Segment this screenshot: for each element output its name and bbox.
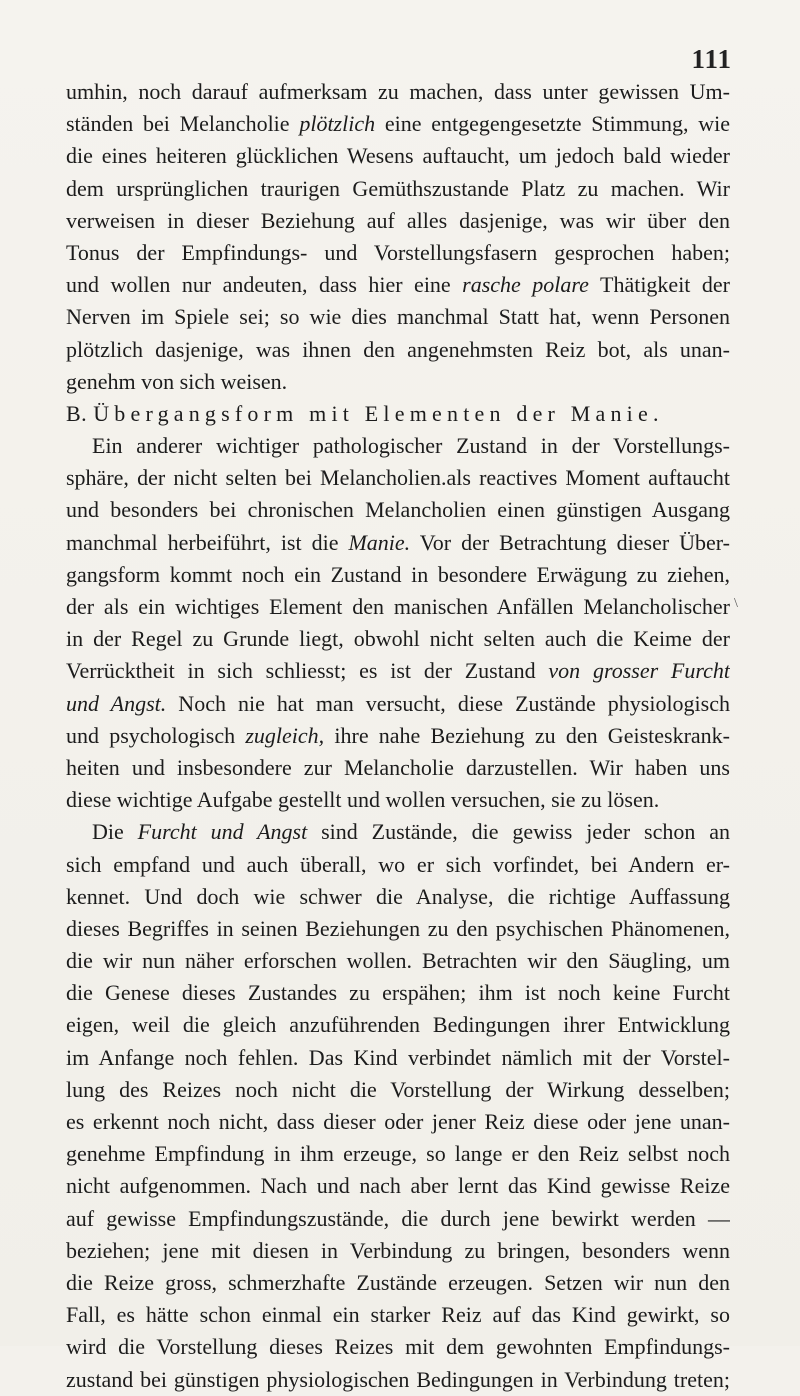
text-segment: Thätigkeit der — [588, 272, 730, 298]
text-segment: heiten und insbesondere zur Melancholie darzustellen. Wir haben uns — [66, 754, 730, 780]
text-line — [66, 301, 730, 333]
text-line — [66, 527, 730, 559]
text-segment: wird die Vorstellung dieses Reizes mit dem gewohnten Empfindungs- — [66, 1334, 730, 1360]
text-segment: diese wichtige Aufgabe gestellt und wollen versuchen, sie zu lösen. — [66, 787, 660, 813]
text-line — [66, 1170, 730, 1202]
section-heading — [66, 398, 730, 430]
text-segment: sphäre, der nicht selten bei Melancholien.als reactives Moment auftaucht — [66, 465, 730, 491]
emphasized-text: plötzlich — [299, 111, 376, 137]
page-number: 111 — [691, 44, 732, 74]
text-segment: Vor der Betrachtung dieser Über- — [410, 529, 730, 555]
text-segment: und psychologisch — [66, 722, 246, 748]
text-line — [66, 1138, 730, 1170]
text-line — [66, 205, 730, 237]
text-segment: Noch nie hat man versucht, diese Zustände physiologisch — [166, 690, 730, 716]
text-segment: dem ursprünglichen traurigen Gemüthszustande Platz zu machen. Wir — [66, 175, 730, 201]
text-segment: die Genese dieses Zustandes zu erspähen; ihm ist noch keine Furcht — [66, 980, 730, 1006]
text-segment: die wir nun näher erforschen wollen. Betrachten wir den Säugling, um — [66, 948, 730, 974]
text-segment: umhin, noch darauf aufmerksam zu machen, dass unter gewissen Um- — [66, 79, 730, 104]
text-segment: plötzlich dasjenige, was ihnen den angenehmsten Reiz bot, als unan- — [66, 336, 730, 362]
text-segment: gangsform kommt noch ein Zustand in besondere Erwägung zu ziehen, — [66, 561, 730, 587]
text-line — [66, 1009, 730, 1041]
text-line — [66, 1364, 730, 1396]
text-segment: die eines heiteren glücklichen Wesens auftaucht, um jedoch bald wieder — [66, 143, 730, 169]
text-segment: auf gewisse Empfindungszustände, die durch jene bewirkt werden — — [66, 1205, 730, 1231]
text-segment: kennet. Und doch wie schwer die Analyse, die richtige Auffassung — [66, 883, 730, 909]
text-segment: Ein anderer wichtiger pathologischer Zustand in der Vorstellungs- — [92, 433, 730, 459]
emphasized-text: und Angst. — [66, 690, 167, 716]
emphasized-text: zugleich, — [245, 722, 325, 748]
text-segment: sich empfand und auch überall, wo er sich vorfindet, bei Andern er- — [66, 851, 730, 877]
text-line — [66, 140, 730, 172]
text-segment: Fall, es hätte schon einmal ein starker Reiz auf das Kind gewirkt, so — [66, 1302, 730, 1328]
text-line — [66, 816, 730, 848]
text-line — [66, 1074, 730, 1106]
text-segment: genehme Empfindung in ihm erzeuge, so lange er den Reiz selbst noch — [66, 1141, 730, 1167]
text-segment: eigen, weil die gleich anzuführenden Bedingungen ihrer Entwicklung — [66, 1012, 730, 1038]
text-segment: Die — [92, 819, 138, 845]
text-line — [66, 1106, 730, 1138]
text-line — [66, 1299, 730, 1331]
text-segment: Verrücktheit in sich schliesst; es ist der Zustand — [66, 658, 549, 684]
margin-mark: \ — [734, 596, 738, 611]
text-line — [66, 623, 730, 655]
text-segment: im Anfange noch fehlen. Das Kind verbindet nämlich mit der Vorstel- — [66, 1044, 730, 1070]
emphasized-text: Furcht und Angst — [137, 819, 308, 845]
text-line — [66, 591, 730, 623]
text-line — [66, 269, 730, 301]
text-line — [66, 849, 730, 881]
text-line — [66, 655, 730, 687]
text-line — [66, 977, 730, 1009]
text-segment: beziehen; jene mit diesen in Verbindung zu bringen, besonders wenn — [66, 1237, 730, 1263]
text-segment: ihre nahe Beziehung zu den Geisteskrank- — [324, 722, 730, 748]
text-line — [66, 688, 730, 720]
text-line — [66, 108, 730, 140]
text-line — [66, 784, 730, 816]
body-text — [66, 76, 730, 1396]
text-line — [66, 76, 730, 108]
text-line — [66, 1267, 730, 1299]
emphasized-text: Manie. — [348, 529, 411, 555]
text-line — [66, 334, 730, 366]
text-segment: und wollen nur andeuten, dass hier eine — [66, 272, 463, 298]
text-segment: genehm von sich weisen. — [66, 368, 288, 394]
text-line — [66, 237, 730, 269]
text-segment: B. — [66, 400, 94, 426]
text-segment: der als ein wichtiges Element den manischen Anfällen Melancholischer — [66, 594, 730, 619]
text-segment: eine entgegengesetzte Stimmung, wie — [375, 111, 730, 137]
text-line — [66, 1042, 730, 1074]
emphasized-text: rasche polare — [462, 272, 589, 298]
text-segment: sind Zustände, die gewiss jeder schon an — [307, 819, 730, 845]
text-segment: die Reize gross, schmerzhafte Zustände erzeugen. Setzen wir nun den — [66, 1269, 730, 1295]
text-line — [66, 913, 730, 945]
text-segment: nicht aufgenommen. Nach und nach aber lernt das Kind gewisse Reize — [66, 1173, 730, 1199]
text-line — [66, 559, 730, 591]
text-line — [66, 945, 730, 977]
text-segment: Tonus der Empfindungs- und Vorstellungsfasern gesprochen haben; — [66, 239, 730, 265]
text-line — [66, 494, 730, 526]
text-segment: in der Regel zu Grunde liegt, obwohl nicht selten auch die Keime der — [66, 626, 730, 652]
text-segment: dieses Begriffes in seinen Beziehungen zu den psychischen Phänomenen, — [66, 915, 730, 941]
text-segment: verweisen in dieser Beziehung auf alles dasjenige, was wir über den — [66, 207, 730, 233]
text-line — [66, 173, 730, 205]
text-line — [66, 1203, 730, 1235]
text-line — [66, 752, 730, 784]
text-line — [66, 881, 730, 913]
text-line — [66, 720, 730, 752]
text-line — [66, 462, 730, 494]
text-segment: und besonders bei chronischen Melancholien einen günstigen Ausgang — [66, 497, 730, 523]
text-line — [66, 366, 730, 398]
text-segment: es erkennt noch nicht, dass dieser oder jener Reiz diese oder jene unan- — [66, 1109, 730, 1134]
emphasized-text: von grosser Furcht — [548, 658, 730, 684]
text-segment: Nerven im Spiele sei; so wie dies manchmal Statt hat, wenn Personen — [66, 304, 730, 330]
text-line — [66, 430, 730, 462]
text-segment: lung des Reizes noch nicht die Vorstellung der Wirkung desselben; — [66, 1076, 730, 1102]
spaced-heading-text: Übergangsform mit Elementen der Manie. — [93, 400, 664, 426]
text-segment: zustand bei günstigen physiologischen Bedingungen in Verbindung treten; — [66, 1366, 730, 1392]
text-line — [66, 1331, 730, 1363]
text-segment: manchmal herbeiführt, ist die — [66, 529, 349, 555]
text-segment: ständen bei Melancholie — [66, 111, 300, 137]
text-line — [66, 1235, 730, 1267]
